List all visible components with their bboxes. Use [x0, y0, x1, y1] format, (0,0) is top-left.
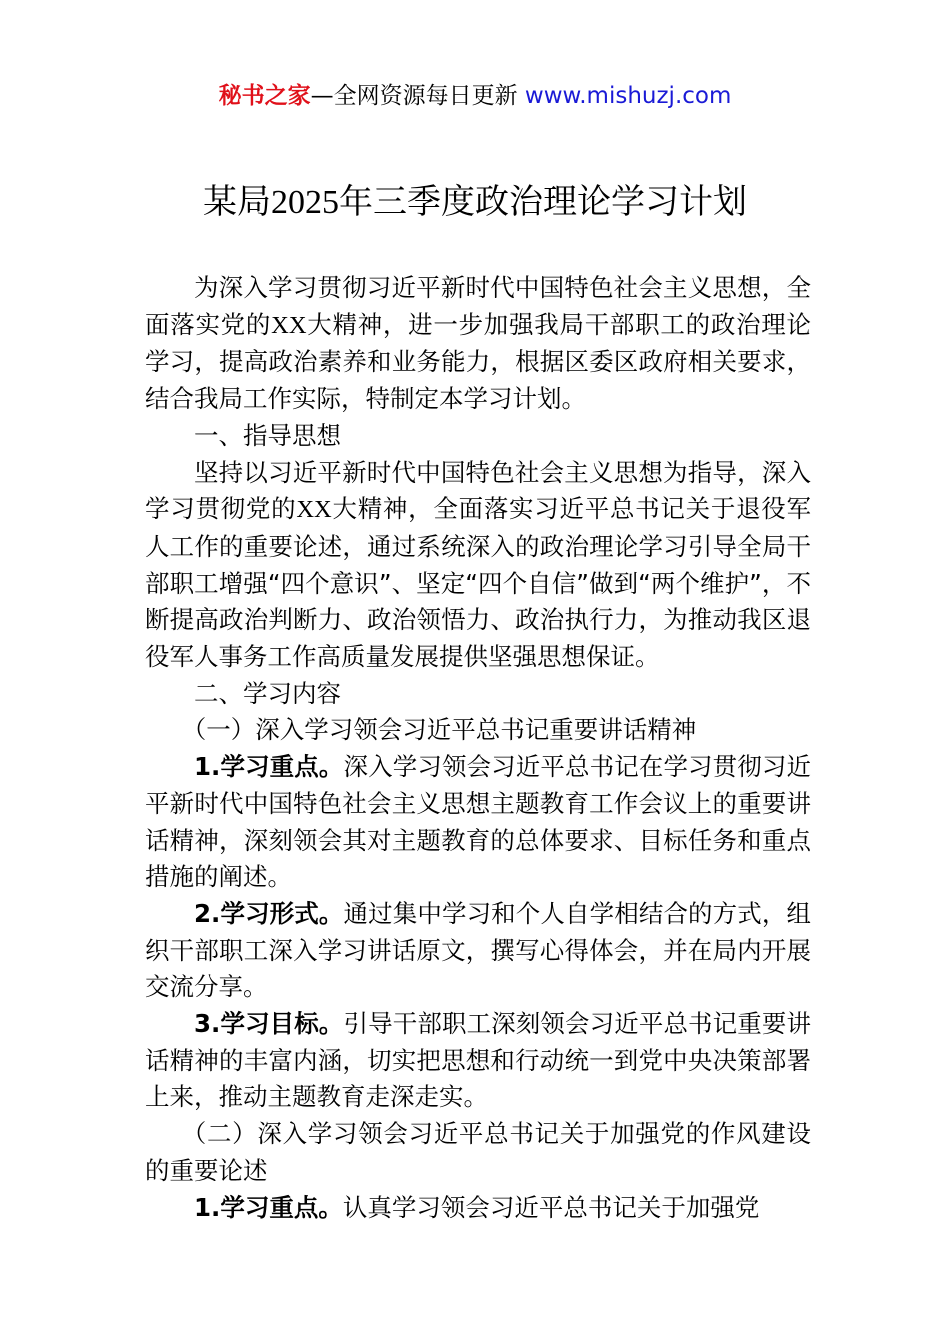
- section2-heading: 二、学习内容: [194, 678, 341, 708]
- intro-paragraph: [145, 270, 811, 418]
- item-text: 引导干部职工深刻领会习近平总书记重要讲话精神的丰富内涵，切实把思想和行动统一到党中央决策部署上来，推动主题教育走深走实。: [145, 1009, 811, 1112]
- sub1-item-1: [145, 749, 811, 896]
- sub1-item-3: [145, 1006, 811, 1116]
- sub2-heading: （二）深入学习领会习近平总书记关于加强党的作风建设的重要论述: [145, 1119, 811, 1185]
- section1-paragraph: [145, 455, 811, 676]
- title-prefix: 某局: [203, 182, 271, 222]
- item-text: 通过集中学习和个人自学相结合的方式，组织干部职工深入学习讲话原文，撰写心得体会，并在局内开展交流分享。: [145, 898, 811, 1002]
- section1-xx: XX: [296, 496, 332, 524]
- document-body: [145, 270, 811, 1226]
- item-label: 3.学习目标。: [194, 1009, 344, 1039]
- section1-text-b: 大精神，全面落实习近平总书记关于退役军人工作的重要论述，通过系统深入的政治理论学习引导全局干部职工增强“四个意识”、坚定“四个自信”做到“两个维护”，不断提高政治判断力、政治领悟力、政治执行力，为推动我区退役军人事务工作高质量发展提供坚强思想保证。: [145, 494, 812, 672]
- section1-heading: 一、指导思想: [194, 420, 341, 450]
- section1-text-a: 坚持以习近平新时代中国特色社会主义思想为指导，深入学习贯彻党的: [145, 457, 811, 524]
- sub1-item-2: [145, 896, 811, 1006]
- item-label: 1.学习重点。: [194, 752, 344, 782]
- site-brand: 秘书之家: [218, 83, 311, 109]
- title-suffix: 年三季度政治理论学习计划: [339, 182, 747, 222]
- intro-text-a: 为深入学习贯彻习近平新时代中国特色社会主义思想，全面落实党的: [145, 273, 811, 339]
- site-slogan: —全网资源每日更新: [310, 83, 518, 109]
- item-text: 认真学习领会习近平总书记关于加强党: [342, 1192, 760, 1222]
- sub2-item-1: [145, 1190, 811, 1227]
- item-text: 深入学习领会习近平总书记在学习贯彻习近平新时代中国特色社会主义思想主题教育工作会议上的重要讲话精神，深刻领会其对主题教育的总体要求、目标任务和重点措施的阐述。: [145, 752, 811, 892]
- site-header: [0, 80, 950, 112]
- document-title: [0, 178, 950, 227]
- intro-text-b: 大精神，进一步加强我局干部职工的政治理论学习，提高政治素养和业务能力，根据区委区政府相关要求，结合我局工作实际，特制定本学习计划。: [145, 309, 812, 414]
- title-year: 2025: [271, 184, 339, 221]
- sub1-heading: （一）深入学习领会习近平总书记重要讲话精神: [181, 715, 697, 745]
- item-label: 1.学习重点。: [194, 1192, 343, 1222]
- item-label: 2.学习形式。: [194, 898, 344, 928]
- intro-xx: XX: [271, 311, 307, 339]
- site-url-link[interactable]: www.mishuzj.com: [524, 83, 732, 109]
